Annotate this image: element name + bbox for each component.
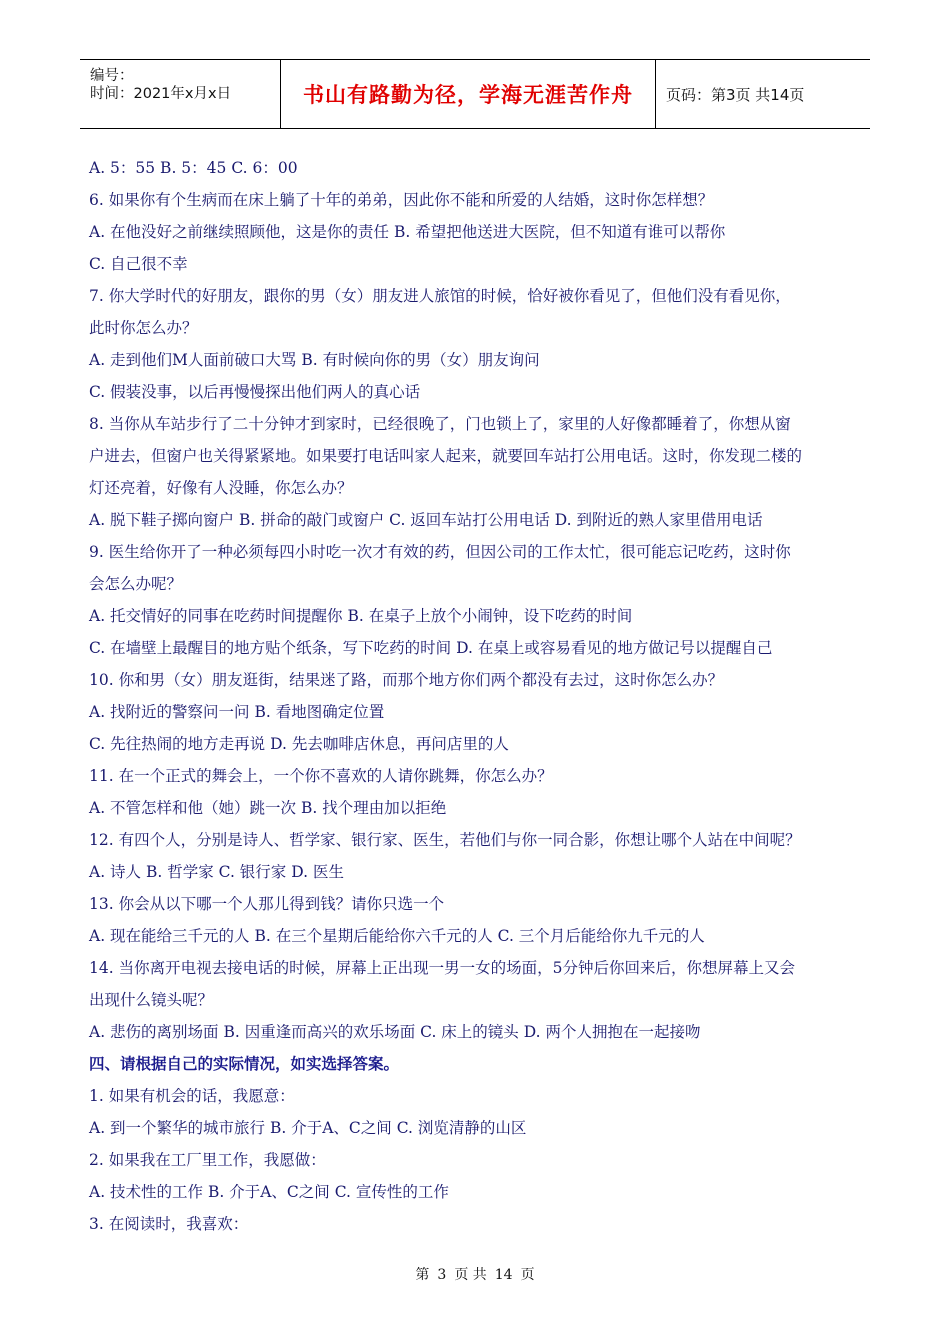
text-line: A. 诗人 B. 哲学家 C. 银行家 D. 医生 [89,863,344,881]
header-motto: 书山有路勤为径，学海无涯苦作舟 [303,83,633,107]
text-line: 出现什么镜头呢？ [89,991,214,1009]
text-line: 8. 当你从车站步行了二十分钟才到家时，已经很晚了，门也锁上了，家里的人好像都睡着了，你想从窗 [89,415,791,433]
text-line: A. 到一个繁华的城市旅行 B. 介于A、C之间 C. 浏览清静的山区 [89,1119,527,1137]
document-body [89,152,879,1240]
header-page-code: 页码：第3页 共14页 [666,85,805,104]
text-line: 9. 医生给你开了一种必须每四小时吃一次才有效的药，但因公司的工作太忙，很可能忘记吃药，这时你 [89,543,791,561]
text-line: 灯还亮着，好像有人没睡，你怎么办？ [89,479,353,497]
text-line: 1. 如果有机会的话，我愿意： [89,1087,295,1105]
text-line: 14. 当你离开电视去接电话的时候，屏幕上正出现一男一女的场面，5分钟后你回来后，你想屏幕上又会 [89,959,795,977]
text-line: 会怎么办呢？ [89,575,183,593]
text-line: A. 现在能给三千元的人 B. 在三个星期后能给你六千元的人 C. 三个月后能给你九千元的人 [89,927,705,945]
footer-suffix: 页 [520,1267,535,1283]
header-meta-cell [80,60,281,128]
text-line: 3. 在阅读时，我喜欢： [89,1215,249,1233]
text-line: A. 找附近的警察问一问 B. 看地图确定位置 [89,703,385,721]
footer-total-pages: 14 [494,1267,513,1283]
text-line: C. 自己很不幸 [89,255,188,273]
footer-page-number: 3 [437,1267,447,1283]
text-line: C. 假装没事，以后再慢慢探出他们两人的真心话 [89,383,421,401]
text-line: A. 悲伤的离别场面 B. 因重逢而高兴的欢乐场面 C. 床上的镜头 D. 两个人拥抱在一起接吻 [89,1023,701,1041]
text-line: 此时你怎么办？ [89,319,198,337]
text-line: 7. 你大学时代的好朋友，跟你的男（女）朋友进人旅馆的时候，恰好被你看见了，但他们没有看见你， [89,287,791,305]
text-line: 户进去，但窗户也关得紧紧地。如果要打电话叫家人起来，就要回车站打公用电话。这时，你发现二楼的 [89,447,803,465]
text-line: 2. 如果我在工厂里工作，我愿做： [89,1151,326,1169]
text-line: A. 走到他们M人面前破口大骂 B. 有时候向你的男（女）朋友询问 [89,351,540,369]
text-line: A. 脱下鞋子掷向窗户 B. 拼命的敲门或窗户 C. 返回车站打公用电话 D. 到附近的熟人家里借用电话 [89,511,763,529]
page-footer [0,1264,950,1284]
footer-prefix: 第 [415,1267,430,1283]
text-line: 12. 有四个人，分别是诗人、哲学家、银行家、医生，若他们与你一同合影，你想让哪个人站在中间呢？ [89,831,801,849]
text-line: 13. 你会从以下哪一个人那儿得到钱？请你只选一个 [89,895,445,913]
text-line: C. 在墙壁上最醒目的地方贴个纸条，写下吃药的时间 D. 在桌上或容易看见的地方做记号以提醒自己 [89,639,773,657]
header-page-cell [656,60,870,128]
text-line: 10. 你和男（女）朋友逛街，结果迷了路，而那个地方你们两个都没有去过，这时你怎么办？ [89,671,724,689]
text-line: 11. 在一个正式的舞会上，一个你不喜欢的人请你跳舞，你怎么办？ [89,767,553,785]
text-line: A. 托交情好的同事在吃药时间提醒你 B. 在桌子上放个小闹钟，设下吃药的时间 [89,607,633,625]
text-line: 6. 如果你有个生病而在床上躺了十年的弟弟，因此你不能和所爱的人结婚，这时你怎样想？ [89,191,714,209]
text-line: A. 5：55 B. 5：45 C. 6：00 [89,159,298,177]
text-line: A. 不管怎样和他（她）跳一次 B. 找个理由加以拒绝 [89,799,447,817]
section-heading: 四、请根据自己的实际情况，如实选择答案。 [89,1055,400,1073]
document-time-label: 时间：2021年x月x日 [90,86,232,102]
document-number-label: 编号： [90,68,134,84]
text-line: A. 在他没好之前继续照顾他，这是你的责任 B. 希望把他送进大医院，但不知道有谁可以帮你 [89,223,726,241]
text-line: A. 技术性的工作 B. 介于A、C之间 C. 宣传性的工作 [89,1183,449,1201]
page-header [80,59,870,129]
text-line: C. 先往热闹的地方走再说 D. 先去咖啡店休息，再问店里的人 [89,735,509,753]
header-motto-cell [281,60,656,128]
footer-mid: 页 共 [454,1267,487,1283]
